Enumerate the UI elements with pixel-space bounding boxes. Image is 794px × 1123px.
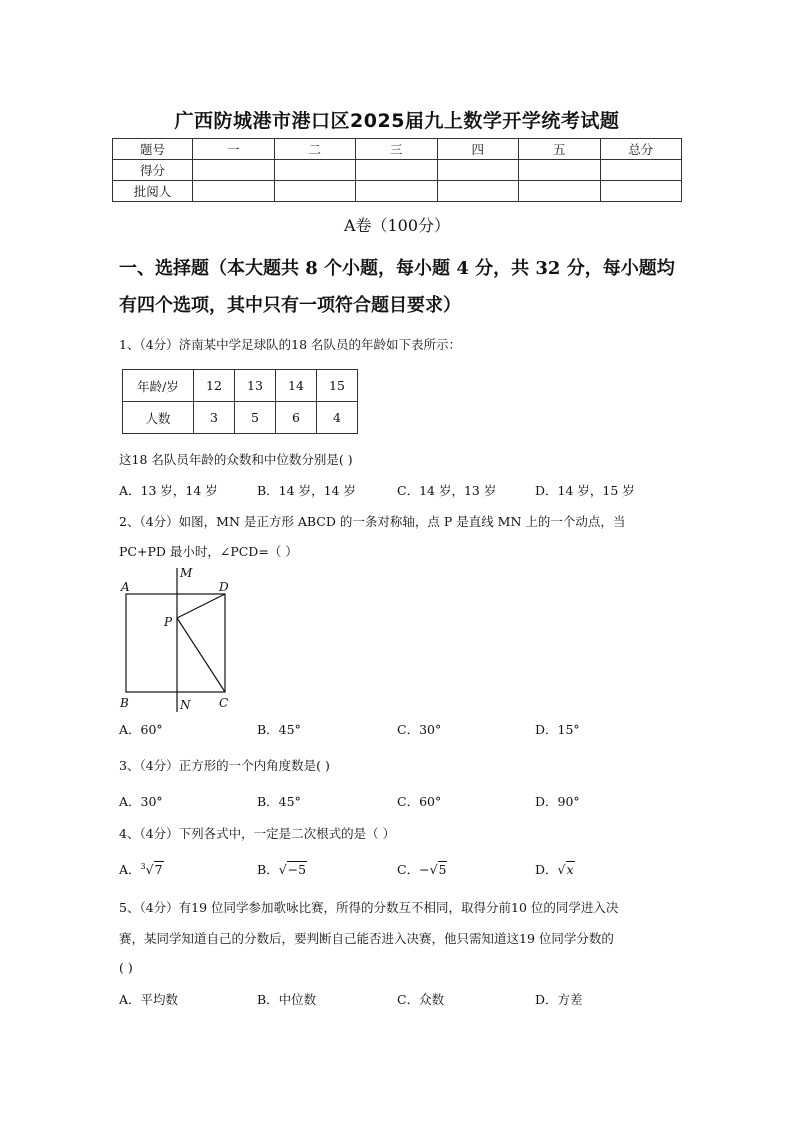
- q2-option-b: B．45°: [257, 722, 301, 737]
- label-d: D: [219, 580, 229, 594]
- score-cell: [519, 181, 601, 202]
- label-p: P: [164, 615, 173, 629]
- score-header-cell: 四: [437, 139, 519, 160]
- score-header-cell: 三: [356, 139, 438, 160]
- q3-option-c: C．60°: [397, 794, 442, 809]
- score-cell: [356, 181, 438, 202]
- q2-option-d: D．15°: [535, 722, 580, 737]
- radicand: −5: [287, 862, 307, 877]
- square-abcd: [126, 594, 225, 692]
- q2-stem-line1: 2、（4分）如图，MN 是正方形 ABCD 的一条对称轴，点 P 是直线 MN 上的一个动点，当: [119, 514, 626, 529]
- q1-cell: 12: [194, 370, 235, 402]
- score-table-header-row: [113, 139, 682, 160]
- square-root: √5: [429, 862, 447, 877]
- grader-row: [113, 181, 682, 202]
- q3-option-d: D．90°: [535, 794, 580, 809]
- score-cell: [600, 160, 682, 181]
- score-cell: [437, 160, 519, 181]
- q4-option-d: [535, 860, 575, 878]
- score-cell: [274, 181, 356, 202]
- score-header-cell: 题号: [113, 139, 193, 160]
- score-cell: [600, 181, 682, 202]
- q1-option-d: D．14 岁，15 岁: [535, 483, 635, 498]
- score-header-cell: 二: [274, 139, 356, 160]
- q1-cell: 14: [276, 370, 317, 402]
- q4-option-label: C．: [397, 862, 420, 877]
- q1-age-table: [122, 369, 358, 434]
- score-header-cell: 总分: [600, 139, 682, 160]
- q2-option-a: A．60°: [119, 722, 163, 737]
- q1-cell: 13: [235, 370, 276, 402]
- q2-option-c: C．30°: [397, 722, 442, 737]
- q5-stem-line2: 赛，某同学知道自己的分数后，要判断自己能否进入决赛，他只需知道这19 位同学分数的: [119, 931, 614, 946]
- q3-option-a: A．30°: [119, 794, 163, 809]
- minus-sign: −: [419, 862, 430, 877]
- cube-root: $^3$√7: [140, 861, 163, 877]
- q1-stem: 1、（4分）济南某中学足球队的18 名队员的年龄如下表所示：: [119, 337, 462, 352]
- q1-age-row: [123, 370, 358, 402]
- part1-heading-line1: 一、选择题（本大题共 8 个小题，每小题 4 分，共 32 分，每小题均: [119, 258, 675, 279]
- q4-option-label: A．: [119, 862, 141, 877]
- q1-cell: 6: [276, 402, 317, 434]
- segment-pd: [177, 594, 225, 618]
- radicand: 7: [154, 862, 163, 877]
- score-cell: [519, 160, 601, 181]
- label-b: B: [120, 696, 129, 710]
- q4-option-a: [119, 860, 164, 878]
- q1-ask: 这18 名队员年龄的众数和中位数分别是( ): [119, 452, 353, 467]
- score-cell: [193, 160, 275, 181]
- radicand: 5: [438, 862, 447, 877]
- score-header-cell: 五: [519, 139, 601, 160]
- q5-stem-line3: ( ): [119, 960, 133, 975]
- q4-option-label: B．: [257, 862, 279, 877]
- section-a-title: A卷（100分）: [343, 216, 451, 235]
- q5-option-a: A．平均数: [119, 992, 179, 1007]
- q5-stem-line1: 5、（4分）有19 位同学参加歌咏比赛，所得的分数互不相同，取得分前10 位的同学进入决: [119, 900, 619, 915]
- q4-option-c: [397, 860, 447, 878]
- q5-option-d: D．方差: [535, 992, 583, 1007]
- q3-option-b: B．45°: [257, 794, 301, 809]
- q4-option-label: D．: [535, 862, 558, 877]
- score-cell: [274, 160, 356, 181]
- label-a: A: [121, 580, 130, 594]
- q2-square-figure: [112, 562, 242, 714]
- label-n: N: [180, 698, 191, 712]
- radicand: x: [566, 862, 574, 877]
- score-header-cell: 一: [193, 139, 275, 160]
- score-table: [112, 138, 682, 202]
- q4-stem: 4、（4分）下列各式中，一定是二次根式的是（ ）: [119, 826, 396, 841]
- part1-heading-line2: 有四个选项，其中只有一项符合题目要求）: [119, 295, 461, 316]
- q1-cell: 3: [194, 402, 235, 434]
- exam-title: 广西防城港市港口区2025届九上数学开学统考试题: [174, 110, 620, 132]
- q5-option-c: C．众数: [397, 992, 445, 1007]
- q1-count-row: [123, 402, 358, 434]
- q4-option-b: [257, 860, 307, 878]
- q1-option-b: B．14 岁，14 岁: [257, 483, 356, 498]
- q2-stem-line2: PC+PD 最小时，∠PCD=（ ）: [119, 544, 298, 559]
- root-index: 3: [140, 861, 146, 871]
- label-c: C: [219, 696, 229, 710]
- score-cell: [356, 160, 438, 181]
- q5-option-b: B．中位数: [257, 992, 317, 1007]
- q1-option-a: A．13 岁，14 岁: [119, 483, 218, 498]
- score-cell: [437, 181, 519, 202]
- score-cell: [193, 181, 275, 202]
- q1-cell: 15: [317, 370, 358, 402]
- label-m: M: [180, 566, 193, 580]
- q1-option-c: C．14 岁，13 岁: [397, 483, 497, 498]
- score-row: [113, 160, 682, 181]
- square-root: √−5: [278, 862, 307, 877]
- grader-row-label: 批阅人: [113, 181, 193, 202]
- q1-cell: 5: [235, 402, 276, 434]
- square-root: √x: [557, 862, 574, 877]
- q3-stem: 3、（4分）正方形的一个内角度数是( ): [119, 758, 330, 773]
- segment-pc: [177, 618, 225, 692]
- score-row-label: 得分: [113, 160, 193, 181]
- q1-cell: 人数: [123, 402, 194, 434]
- q1-cell: 4: [317, 402, 358, 434]
- q1-cell: 年龄/岁: [123, 370, 194, 402]
